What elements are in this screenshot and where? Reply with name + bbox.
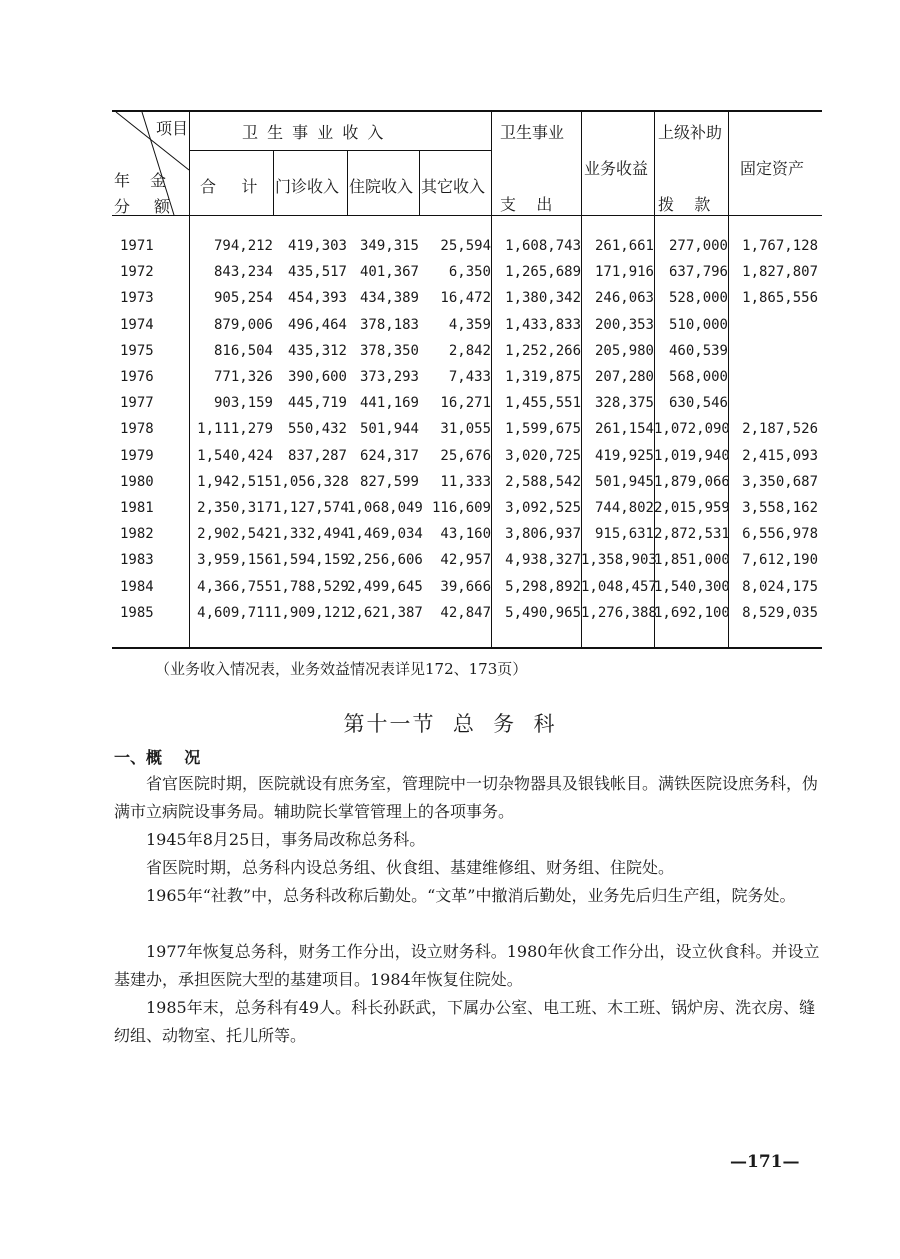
value-cell: 903,159 [213,395,273,412]
value-cell: 1,608,743 [505,238,581,254]
value-cell: 8,024,175 [742,578,818,595]
header-expense-top: 卫生事业 [500,123,565,142]
year-cell: 1980 [120,473,154,490]
value-cell: 1,851,000 [654,552,730,569]
value-cell: 1,909,121 [273,604,349,621]
col-divider [273,150,274,215]
value-cell: 434,389 [359,290,419,307]
value-cell: 116,609 [431,500,491,516]
value-cell: 441,169 [359,395,419,412]
value-cell: 3,350,687 [742,473,818,490]
value-cell: 6,556,978 [742,526,818,543]
value-cell: 2,187,526 [742,421,818,438]
table-row [112,552,822,578]
table-row [112,264,822,290]
value-cell: 1,540,300 [654,578,730,595]
value-cell: 1,072,090 [654,421,730,438]
table-caption: （业务收入情况表，业务效益情况表详见172、173页） [155,660,528,678]
value-cell: 1,048,457 [581,578,657,595]
value-cell: 31,055 [440,421,491,438]
header-business: 业务收益 [584,159,649,178]
header-fixed-assets: 固定资产 [740,159,805,178]
value-cell: 378,350 [359,342,419,359]
header-other: 其它收入 [421,177,486,196]
value-cell: 3,020,725 [505,447,581,464]
value-cell: 7,612,190 [742,552,818,569]
value-cell: 25,676 [440,447,491,464]
table-bottom-rule [112,647,822,649]
paragraph: 省医院时期，总务科内设总务组、伙食组、基建维修组、财务组、住院处。 [146,858,675,877]
value-cell: 915,631 [594,526,654,543]
value-cell: 744,802 [594,500,654,516]
value-cell: 568,000 [668,369,728,385]
value-cell: 4,609,711 [197,604,273,621]
header-year-2: 分 [114,197,131,216]
header-item: 项目 [156,119,189,138]
value-cell: 3,092,525 [505,500,581,516]
paragraph: 1977年恢复总务科，财务工作分出，设立财务科。1980年伙食工作分出，设立伙食科。并设立基建办，承担医院大型的基建项目。1984年恢复住院处。 [114,942,820,989]
value-cell: 261,154 [594,421,654,438]
value-cell: 42,957 [440,552,491,569]
value-cell: 200,353 [594,316,654,333]
value-cell: 3,959,156 [197,552,273,569]
table-row [112,421,822,447]
value-cell: 328,375 [594,395,654,412]
header-total: 合 计 [200,177,258,196]
value-cell: 261,661 [594,238,654,254]
value-cell: 624,317 [359,447,419,464]
value-cell: 501,944 [359,421,419,438]
value-cell: 2,872,531 [654,526,730,543]
section-title: 第十一节 总 务 科 [343,712,557,736]
value-cell: 4,359 [448,316,491,333]
value-cell: 510,000 [668,316,728,333]
value-cell: 419,303 [287,238,347,254]
value-cell: 1,111,279 [197,421,273,438]
value-cell: 1,319,875 [505,369,581,385]
header-amount-2: 额 [154,197,171,216]
value-cell: 43,160 [440,526,491,543]
value-cell: 5,298,892 [505,578,581,595]
year-cell: 1971 [120,238,154,254]
value-cell: 843,234 [213,264,273,281]
value-cell: 1,594,159 [273,552,349,569]
value-cell: 435,312 [287,342,347,359]
value-cell: 827,599 [359,473,419,490]
value-cell: 1,767,128 [742,238,818,254]
value-cell: 2,842 [448,342,491,359]
table-row [112,395,822,421]
value-cell: 6,350 [448,264,491,281]
value-cell: 496,464 [287,316,347,333]
value-cell: 2,588,542 [505,473,581,490]
table-row [112,526,822,552]
table-row [112,579,822,605]
table-row [112,238,822,264]
table-row [112,343,822,369]
value-cell: 2,256,606 [347,552,423,569]
value-cell: 42,847 [440,604,491,621]
value-cell: 460,539 [668,342,728,359]
value-cell: 1,276,388 [581,604,657,621]
value-cell: 4,938,327 [505,552,581,569]
value-cell: 349,315 [359,238,419,254]
value-cell: 1,380,342 [505,290,581,307]
value-cell: 1,068,049 [347,500,423,516]
year-cell: 1979 [120,447,154,464]
value-cell: 1,358,903 [581,552,657,569]
value-cell: 1,942,515 [197,473,273,490]
value-cell: 1,019,940 [654,447,730,464]
paragraph: 省官医院时期，医院就设有庶务室，管理院中一切杂物器具及银钱帐目。满铁医院设庶务科，伪满市立病院设事务局。辅助院长掌管管理上的各项事务。 [114,774,819,821]
value-cell: 25,594 [440,238,491,254]
table-header-rule [112,215,822,216]
table-row [112,500,822,526]
value-cell: 1,599,675 [505,421,581,438]
value-cell: 1,692,100 [654,604,730,621]
col-divider [347,150,348,215]
value-cell: 905,254 [213,290,273,307]
header-income-group: 卫 生 事 业 收 入 [242,123,386,142]
value-cell: 246,063 [594,290,654,307]
header-inpatient: 住院收入 [349,177,414,196]
table-row [112,369,822,395]
value-cell: 390,600 [287,369,347,385]
value-cell: 1,252,266 [505,342,581,359]
value-cell: 401,367 [359,264,419,281]
year-cell: 1983 [120,552,154,569]
value-cell: 1,332,494 [273,526,349,543]
value-cell: 11,333 [440,473,491,490]
year-cell: 1985 [120,604,154,621]
value-cell: 837,287 [287,447,347,464]
year-cell: 1981 [120,500,154,516]
value-cell: 794,212 [213,238,273,254]
value-cell: 2,015,959 [654,500,730,516]
table-row [112,317,822,343]
year-cell: 1984 [120,578,154,595]
value-cell: 435,517 [287,264,347,281]
year-cell: 1978 [120,421,154,438]
value-cell: 1,540,424 [197,447,273,464]
value-cell: 630,546 [668,395,728,412]
value-cell: 1,127,574 [273,500,349,516]
header-outpatient: 门诊收入 [275,177,340,196]
table-row [112,605,822,631]
year-cell: 1977 [120,395,154,412]
value-cell: 2,415,093 [742,447,818,464]
value-cell: 501,945 [594,473,654,490]
value-cell: 373,293 [359,369,419,385]
year-cell: 1982 [120,526,154,543]
table-row [112,474,822,500]
value-cell: 816,504 [213,342,273,359]
value-cell: 2,621,387 [347,604,423,621]
year-cell: 1976 [120,369,154,385]
page-number: —171— [730,1152,800,1172]
value-cell: 277,000 [668,238,728,254]
value-cell: 1,455,551 [505,395,581,412]
value-cell: 7,433 [448,369,491,385]
paragraph: 1965年“社教”中，总务科改称后勤处。“文革”中撤消后勤处，业务先后归生产组，院务处。 [146,886,796,905]
value-cell: 445,719 [287,395,347,412]
value-cell: 528,000 [668,290,728,307]
value-cell: 3,558,162 [742,500,818,516]
value-cell: 1,056,328 [273,473,349,490]
header-amount-1: 金 [150,171,167,190]
year-cell: 1975 [120,342,154,359]
year-cell: 1974 [120,316,154,333]
header-year-1: 年 [114,171,131,190]
value-cell: 378,183 [359,316,419,333]
value-cell: 2,902,542 [197,526,273,543]
value-cell: 771,326 [213,369,273,385]
value-cell: 171,916 [594,264,654,281]
value-cell: 207,280 [594,369,654,385]
value-cell: 3,806,937 [505,526,581,543]
value-cell: 637,796 [668,264,728,281]
value-cell: 2,499,645 [347,578,423,595]
year-cell: 1973 [120,290,154,307]
value-cell: 5,490,965 [505,604,581,621]
header-subsidy-bottom: 拨 款 [658,195,711,214]
year-cell: 1972 [120,264,154,281]
value-cell: 1,469,034 [347,526,423,543]
value-cell: 1,865,556 [742,290,818,307]
subsection-heading: 一、概 况 [114,748,201,767]
income-subheader-rule [189,150,491,151]
value-cell: 16,271 [440,395,491,412]
value-cell: 39,666 [440,578,491,595]
value-cell: 2,350,317 [197,500,273,516]
value-cell: 419,925 [594,447,654,464]
table-top-rule [112,110,822,112]
value-cell: 1,265,689 [505,264,581,281]
value-cell: 1,433,833 [505,316,581,333]
paragraph: 1945年8月25日，事务局改称总务科。 [146,830,426,849]
value-cell: 4,366,755 [197,578,273,595]
value-cell: 8,529,035 [742,604,818,621]
value-cell: 1,879,066 [654,473,730,490]
value-cell: 550,432 [287,421,347,438]
table-row [112,290,822,316]
value-cell: 454,393 [287,290,347,307]
col-divider [419,150,420,215]
value-cell: 1,788,529 [273,578,349,595]
value-cell: 16,472 [440,290,491,307]
value-cell: 1,827,807 [742,264,818,281]
header-subsidy-top: 上级补助 [658,123,723,142]
value-cell: 205,980 [594,342,654,359]
paragraph: 1985年末，总务科有49人。科长孙跃武，下属办公室、电工班、木工班、锅炉房、洗衣房、缝纫组、动物室、托儿所等。 [114,998,816,1045]
header-expense-bottom: 支 出 [500,195,553,214]
table-row [112,448,822,474]
value-cell: 879,006 [213,316,273,333]
